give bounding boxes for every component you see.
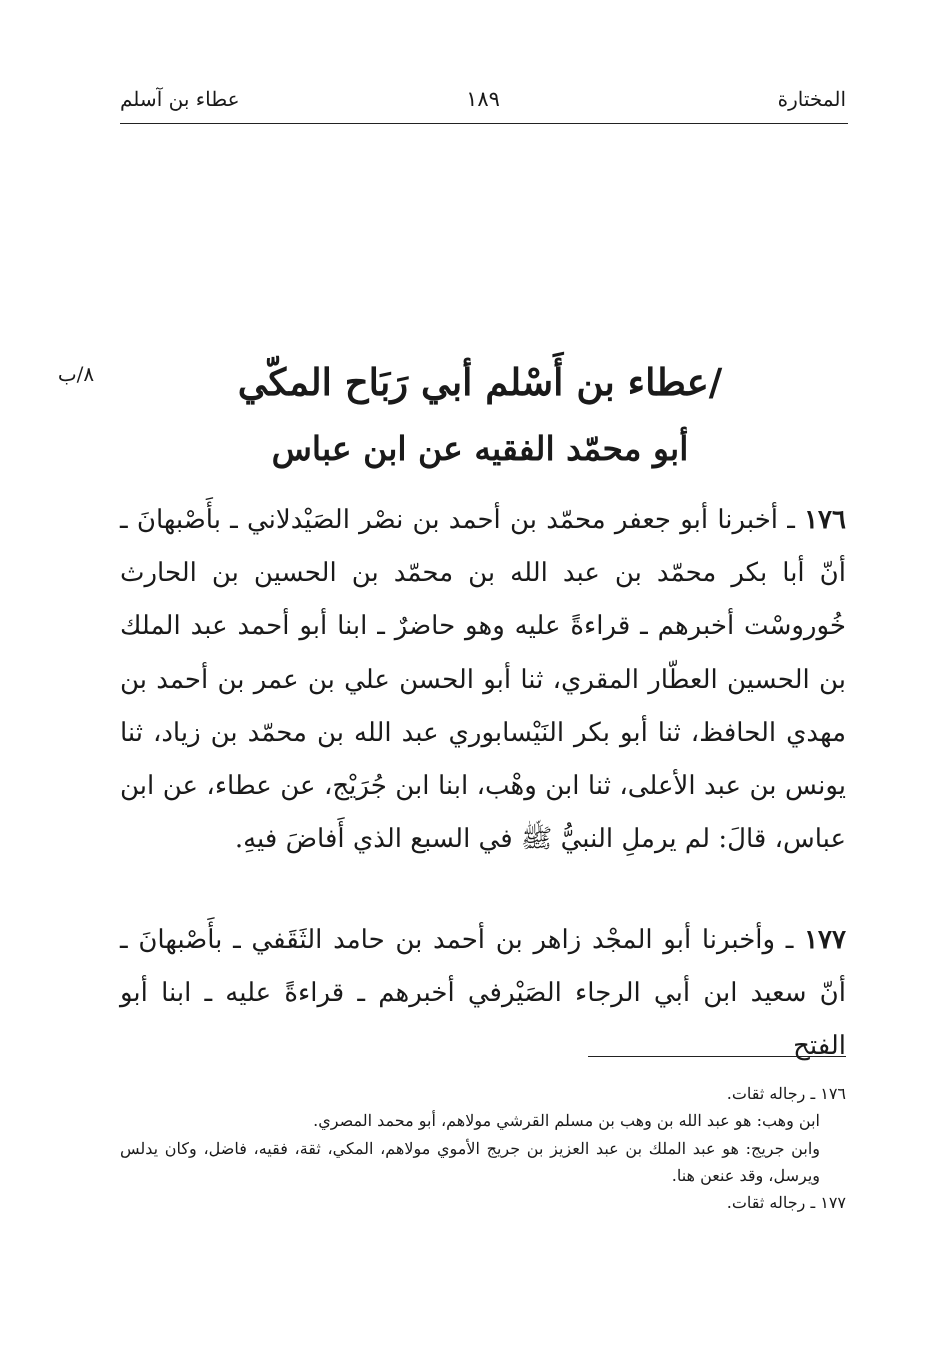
header-divider [120, 123, 848, 124]
header-book-title: المختارة [777, 87, 846, 111]
hadith-paragraph-177 [120, 914, 846, 1062]
footnote-divider [588, 1056, 846, 1057]
page-number: ١٨٩ [466, 87, 500, 111]
footnote-177-head: ١٧٧ ـ رجاله ثقات. [726, 1193, 846, 1213]
hadith-number: ١٧٧ [804, 925, 846, 955]
hadith-paragraph-176 [120, 494, 846, 920]
footnote-176-line: ابن وهب: هو عبد الله بن وهب بن مسلم القرشي مولاهم، أبو محمد المصري. [313, 1111, 820, 1131]
footnote-176-head: ١٧٦ ـ رجاله ثقات. [726, 1084, 846, 1103]
footnote-176-line: وابن جريج: هو عبد الملك بن عبد العزيز بن جريج الأموي مولاهم، المكي، ثقة، فقيه، فاضل، وكان يدلس ويرسل، وقد عنعن هنا. [120, 1138, 820, 1185]
section-title: /عطاء بن أَسْلم أبي رَبَاح المكّي [237, 360, 723, 404]
hadith-text: ـ وأخبرنا أبو المجْد زاهر بن أحمد بن حامد الثَقَفي ـ بأَصْبهانَ ـ أنّ سعيد ابن أبي الرجاء الصَيْرفي أخبرهم ـ قراءةً عليه ـ ابنا أبو الفتح [120, 925, 846, 1062]
hadith-number: ١٧٦ [804, 505, 846, 535]
header-chapter-title: عطاء بن آسلم [120, 87, 240, 111]
running-header [120, 84, 846, 114]
hadith-text: ـ أخبرنا أبو جعفر محمّد بن أحمد بن نصْر الصَيْدلاني ـ بأَصْبهانَ ـ أنّ أبا بكر محمّد بن عبد الله بن محمّد بن الحسين بن الحارث خُوروسْت أخبرهم ـ قراءةً عليه وهو حاضرٌ ـ ابنا أبو أحمد عبد الملك بن الحسين العطّار المقري، ثنا أبو الحسن علي بن عمر بن أحمد بن مهدي الحافظ، ثنا أبو بكر النَيْسابوري عبد الله بن محمّد بن زياد، ثنا يونس بن عبد الأعلى، ثنا ابن وهْب، ابنا ابن جُرَيْج، عن عطاء، عن ابن عباس، قالَ: لم يرملِ النبيُّ ﷺ في السبع الذي أَفاضَ فيهِ. [120, 505, 846, 855]
footnotes [120, 1080, 846, 1216]
manuscript-folio-note: ٨/ب [57, 362, 95, 386]
section-subtitle: أبو محمّد الفقيه عن ابن عباس [271, 429, 689, 468]
